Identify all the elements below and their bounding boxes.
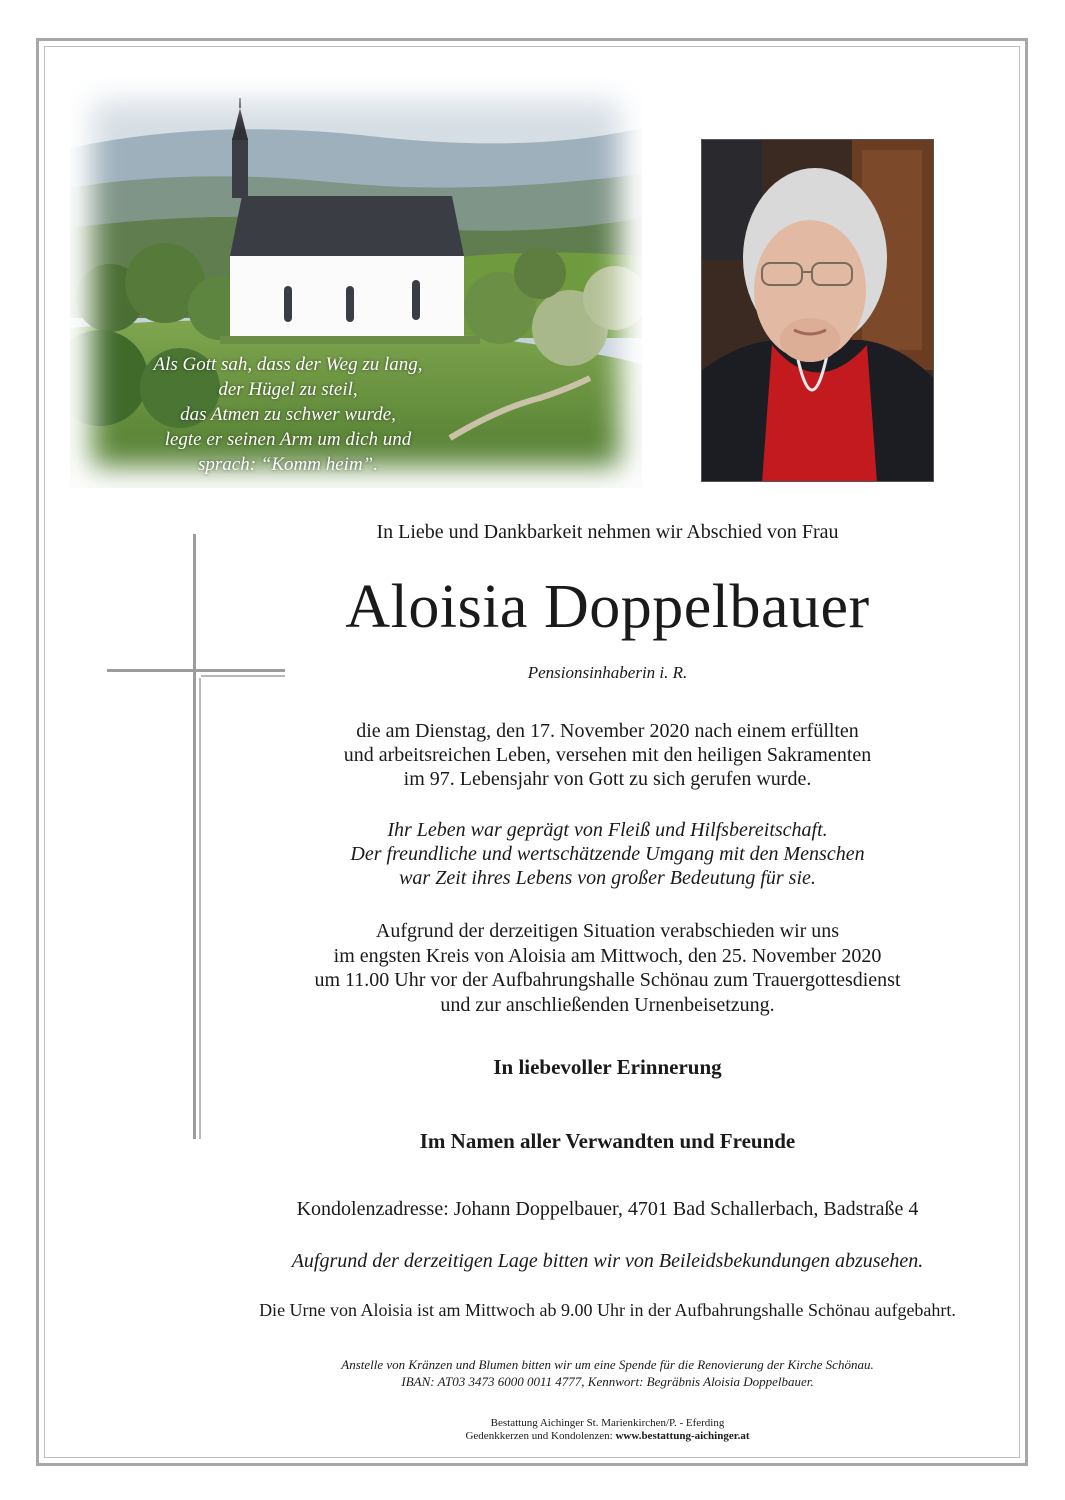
occupation: Pensionsinhaberin i. R.	[527, 663, 688, 682]
footer-candles-label: Gedenkkerzen und Kondolenzen:	[465, 1430, 616, 1442]
ceremony-paragraph: Aufgrund der derzeitigen Situation verabschieden wir uns im engsten Kreis von Aloisia am Mittwoch, den 25. November 2020 um 11.00 Uhr vor der Aufbahrungshalle Schönau zum Trauergottesdienst und zur anschließenden Urnenbeisetzung.	[314, 920, 901, 1016]
donation-notice: Anstelle von Kränzen und Blumen bitten wir um eine Spende für die Renovierung der Kirche Schönau. IBAN: AT03 3473 6000 0011 4777, Kennwort: Begräbnis Aloisia Doppelbauer.	[341, 1357, 874, 1389]
intro-line: In Liebe und Dankbarkeit nehmen wir Abschied von Frau	[376, 521, 839, 543]
footer	[150, 1417, 1065, 1443]
death-paragraph: die am Dienstag, den 17. November 2020 nach einem erfüllten und arbeitsreichen Leben, versehen mit den heiligen Sakramenten im 97. Lebensjahr von Gott zu sich gerufen wurde.	[343, 720, 872, 790]
portrait-photo	[701, 139, 934, 482]
memory-line: In liebevoller Erinnerung	[493, 1055, 722, 1079]
footer-undertaker: Bestattung Aichinger St. Marienkirchen/P. - Eferding	[490, 1417, 725, 1429]
condolence-address: Kondolenzadresse: Johann Doppelbauer, 4701 Bad Schallerbach, Badstraße 4	[296, 1198, 919, 1220]
condolence-request: Aufgrund der derzeitigen Lage bitten wir von Beileidsbekundungen abzusehen.	[291, 1250, 924, 1272]
footer-website-link[interactable]: www.bestattung-aichinger.at	[615, 1430, 750, 1442]
life-paragraph: Ihr Leben war geprägt von Fleiß und Hilfsbereitschaft. Der freundliche und wertschätzende Umgang mit den Menschen war Zeit ihres Lebens von großer Bedeutung für sie.	[350, 819, 865, 889]
poem-verse: Als Gott sah, dass der Weg zu lang, der Hügel zu steil, das Atmen zu schwer wurde, legte er seinen Arm um dich und sprach: “Komm heim”.	[153, 354, 423, 475]
urn-notice: Die Urne von Aloisia ist am Mittwoch ab 9.00 Uhr in der Aufbahrungshalle Schönau aufgebahrt.	[259, 1300, 956, 1320]
family-line: Im Namen aller Verwandten und Freunde	[419, 1129, 796, 1153]
deceased-name: Aloisia Doppelbauer	[345, 573, 870, 641]
